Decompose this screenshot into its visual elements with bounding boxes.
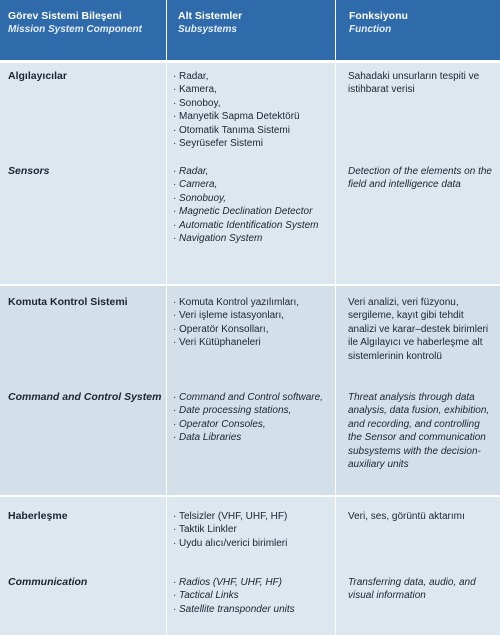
list-item: · Kamera,: [173, 83, 331, 96]
list-item: · Satellite transponder units: [173, 603, 331, 616]
list-item: · Radios (VHF, UHF, HF): [173, 576, 331, 589]
list-item: · Tactical Links: [173, 589, 331, 602]
list-item: · Veri işleme istasyonları,: [173, 309, 331, 322]
component-name-tr: Komuta Kontrol Sistemi: [8, 296, 128, 308]
list-item: · Komuta Kontrol yazılımları,: [173, 296, 331, 309]
list-item: · Camera,: [173, 178, 331, 191]
component-name-en: Command and Control System: [8, 391, 162, 403]
list-item: · Data Libraries: [173, 431, 331, 444]
component-name-tr: Algılayıcılar: [8, 70, 67, 82]
header-col-subsystems: [178, 9, 333, 37]
list-item: · Sonobuoy,: [173, 192, 331, 205]
list-item: · Uydu alıcı/verici birimleri: [173, 537, 331, 550]
list-item: · Command and Control software,: [173, 391, 331, 404]
function-text-tr: Veri, ses, görüntü aktarımı: [348, 511, 465, 522]
subsystem-list-tr: [173, 70, 331, 150]
header-col1-en: Mission System Component: [8, 24, 142, 35]
column-divider: [335, 0, 336, 635]
list-item: · Manyetik Sapma Detektörü: [173, 110, 331, 123]
column-divider: [166, 0, 167, 635]
list-item: · Operator Consoles,: [173, 418, 331, 431]
list-item: · Veri Kütüphaneleri: [173, 336, 331, 349]
function-text-en: Detection of the elements on the field and intelligence data: [348, 166, 492, 191]
component-name-en: Communication: [8, 576, 88, 588]
header-col3-tr: Fonksiyonu: [349, 10, 408, 22]
list-item: · Telsizler (VHF, UHF, HF): [173, 510, 331, 523]
subsystem-list-en: [173, 391, 331, 445]
function-text-tr: Sahadaki unsurların tespiti ve istihbarat verisi: [348, 71, 480, 96]
function-text-en: Threat analysis through data analysis, data fusion, exhibition, and recording, and controlling the Sensor and communication subsystems with the decision-auxiliary units: [348, 392, 490, 471]
list-item: · Taktik Linkler: [173, 523, 331, 536]
component-name-en: Sensors: [8, 165, 50, 177]
list-item: · Magnetic Declination Detector: [173, 205, 331, 218]
list-item: · Otomatik Tanıma Sistemi: [173, 124, 331, 137]
list-item: · Radar,: [173, 165, 331, 178]
table-header: [0, 0, 500, 60]
header-col1-tr: Görev Sistemi Bileşeni: [8, 10, 122, 22]
header-col2-en: Subsystems: [178, 24, 237, 35]
header-col-component: [8, 9, 163, 37]
list-item: · Navigation System: [173, 232, 331, 245]
subsystem-list-tr: [173, 510, 331, 550]
list-item: · Sonoboy,: [173, 97, 331, 110]
list-item: · Automatic Identification System: [173, 219, 331, 232]
list-item: · Seyrüsefer Sistemi: [173, 137, 331, 150]
subsystem-list-tr: [173, 296, 331, 350]
function-text-en: Transferring data, audio, and visual information: [348, 577, 476, 602]
function-text-tr: Veri analizi, veri füzyonu, sergileme, kayıt gibi tehdit analizi ve karar–destek birimleri ile Algılayıcı ve haberleşme alt sistemlerinin kontrolü: [348, 297, 489, 362]
list-item: · Radar,: [173, 70, 331, 83]
list-item: · Operatör Konsolları,: [173, 323, 331, 336]
header-col-function: [349, 9, 494, 37]
subsystem-list-en: [173, 576, 331, 616]
header-col3-en: Function: [349, 24, 392, 35]
header-col2-tr: Alt Sistemler: [178, 10, 243, 22]
component-name-tr: Haberleşme: [8, 510, 68, 522]
header-separator: [0, 60, 500, 63]
subsystem-list-en: [173, 165, 331, 245]
list-item: · Date processing stations,: [173, 404, 331, 417]
